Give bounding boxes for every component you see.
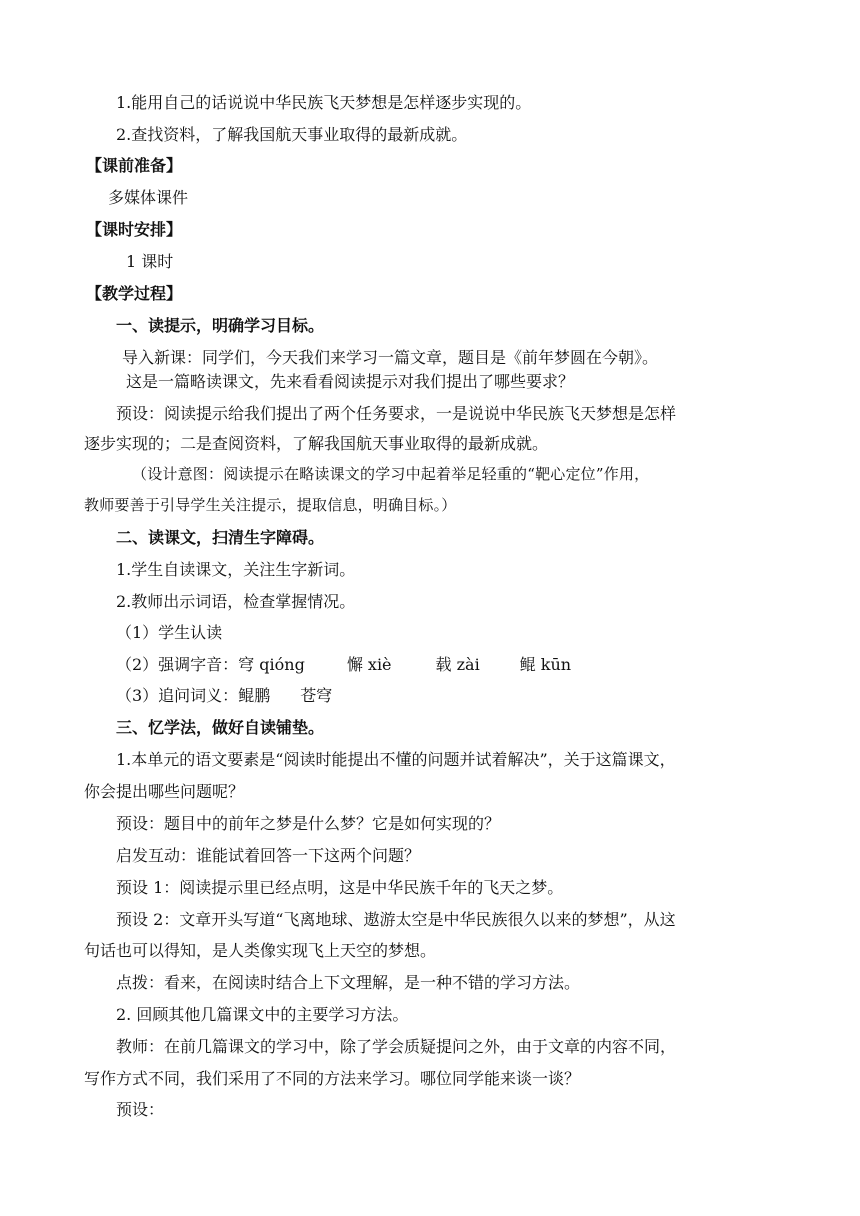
section-2-sub-3 bbox=[116, 685, 332, 707]
meaning-label: （3）追问词义： bbox=[116, 686, 239, 705]
section-3-preset-1: 预设 1：阅读提示里已经点明，这是中华民族千年的飞天之梦。 bbox=[116, 878, 564, 897]
schedule-heading: 【课时安排】 bbox=[86, 220, 183, 239]
pronunciation-word: 鲲 kūn bbox=[519, 655, 572, 674]
section-2-item-2: 2.教师出示词语，检查掌握情况。 bbox=[116, 592, 356, 611]
goal-item-1: 1.能用自己的话说说中华民族飞天梦想是怎样逐步实现的。 bbox=[116, 93, 532, 112]
section-1-title: 一、读提示，明确学习目标。 bbox=[116, 316, 325, 335]
section-2-item-1: 1.学生自读课文，关注生字新词。 bbox=[116, 560, 356, 579]
goal-item-2: 2.查找资料，了解我国航天事业取得的最新成就。 bbox=[116, 125, 468, 144]
schedule-text: 1 课时 bbox=[126, 252, 174, 271]
section-1-preset-line-2: 逐步实现的；二是查阅资料，了解我国航天事业取得的最新成就。 bbox=[84, 434, 549, 453]
section-2-sub-1: （1）学生认读 bbox=[116, 623, 223, 642]
section-2-sub-2 bbox=[116, 654, 571, 676]
design-note-line-2: 教师要善于引导学生关注提示，提取信息，明确目标。） bbox=[84, 496, 457, 514]
section-3-title: 三、忆学法，做好自读铺垫。 bbox=[116, 718, 325, 737]
section-3-item-1-line-1: 1.本单元的语文要素是“阅读时能提出不懂的问题并试着解决”，关于这篇课文， bbox=[116, 750, 676, 769]
section-1-intro-line-1: 导入新课：同学们，今天我们来学习一篇文章，题目是《前年梦圆在今朝》。 bbox=[122, 348, 659, 367]
section-3-interaction: 启发互动：谁能试着回答一下这两个问题？ bbox=[116, 846, 421, 865]
section-3-guidance: 点拨：看来，在阅读时结合上下文理解，是一种不错的学习方法。 bbox=[116, 973, 581, 992]
pronunciation-label: （2）强调字音： bbox=[116, 655, 239, 674]
prep-heading: 【课前准备】 bbox=[86, 156, 183, 175]
meaning-word: 苍穹 bbox=[300, 686, 333, 705]
meaning-word: 鲲鹏 bbox=[238, 686, 271, 705]
section-3-preset-end: 预设： bbox=[116, 1100, 165, 1119]
section-2-title: 二、读课文，扫清生字障碍。 bbox=[116, 528, 325, 547]
prep-text: 多媒体课件 bbox=[108, 188, 189, 207]
design-note-line-1: （设计意图：阅读提示在略读课文的学习中起着举足轻重的“靶心定位”作用， bbox=[132, 465, 650, 483]
section-3-preset-2-line-2: 句话也可以得知，是人类像实现飞上天空的梦想。 bbox=[84, 941, 437, 960]
section-3-teacher-line-2: 写作方式不同，我们采用了不同的方法来学习。哪位同学能来谈一谈？ bbox=[84, 1069, 581, 1088]
section-3-preset: 预设：题目中的前年之梦是什么梦？它是如何实现的？ bbox=[116, 814, 501, 833]
section-3-teacher-line-1: 教师：在前几篇课文的学习中，除了学会质疑提问之外，由于文章的内容不同， bbox=[116, 1037, 677, 1056]
pronunciation-word: 载 zài bbox=[435, 655, 480, 674]
process-heading: 【教学过程】 bbox=[86, 284, 183, 303]
section-3-preset-2-line-1: 预设 2：文章开头写道“飞离地球、遨游太空是中华民族很久以来的梦想”，从这 bbox=[116, 910, 676, 929]
pronunciation-word: 懈 xiè bbox=[346, 655, 392, 674]
pronunciation-word: 穹 qióng bbox=[238, 655, 305, 674]
section-3-item-2: 2. 回顾其他几篇课文中的主要学习方法。 bbox=[116, 1005, 409, 1024]
section-1-preset-line-1: 预设：阅读提示给我们提出了两个任务要求，一是说说中华民族飞天梦想是怎样 bbox=[116, 404, 677, 423]
section-1-intro-line-2: 这是一篇略读课文，先来看看阅读提示对我们提出了哪些要求？ bbox=[126, 372, 575, 391]
section-3-item-1-line-2: 你会提出哪些问题呢？ bbox=[84, 782, 245, 801]
